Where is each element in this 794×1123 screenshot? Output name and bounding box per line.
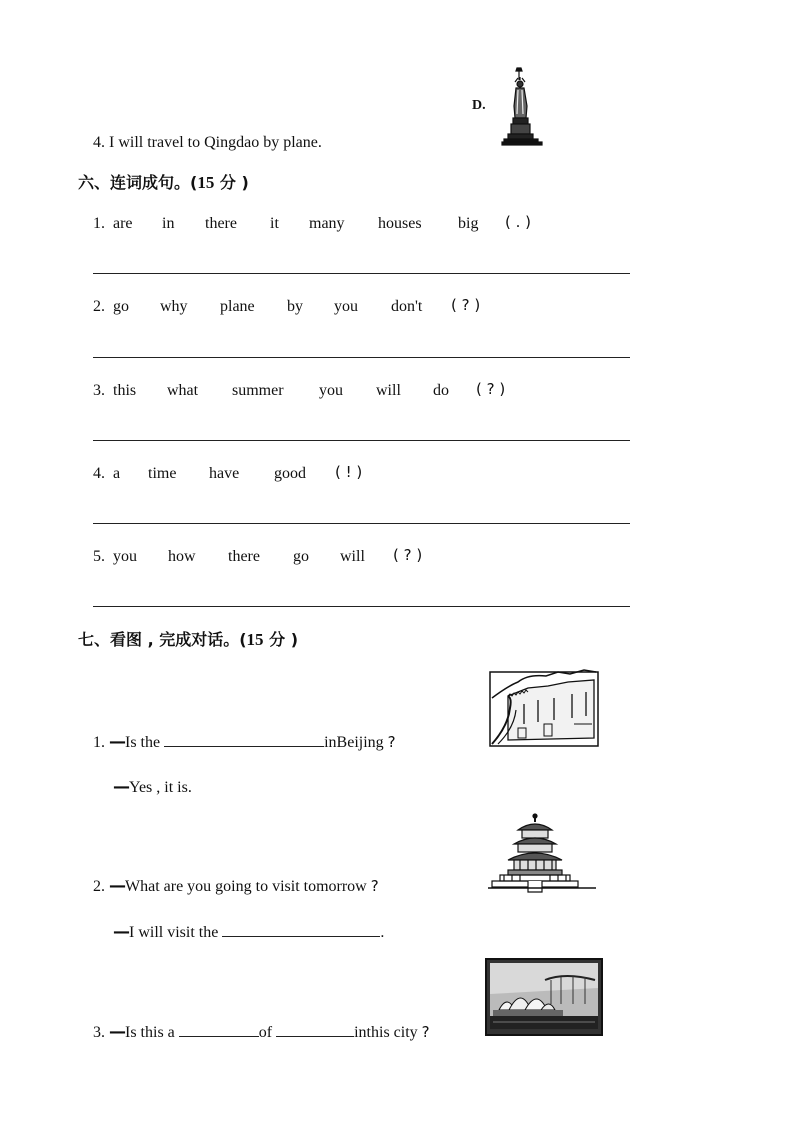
- dash: —: [113, 777, 129, 797]
- question-mark: ?: [387, 733, 396, 751]
- answer-line[interactable]: [93, 273, 630, 274]
- section-7-points: 15: [246, 630, 264, 649]
- section-6-points: 15: [197, 173, 215, 192]
- word: houses: [378, 215, 422, 232]
- dialogue-text: What are you going to visit tomorrow: [125, 878, 367, 895]
- great-wall-icon: [488, 668, 600, 748]
- answer-line[interactable]: [93, 523, 630, 524]
- word: why: [160, 298, 188, 315]
- word: go: [113, 298, 129, 315]
- question-number: 3.: [93, 382, 105, 399]
- word: there: [205, 215, 237, 232]
- word: have: [209, 465, 240, 482]
- question-number: 5.: [93, 548, 105, 565]
- word: will: [340, 548, 365, 565]
- word: plane: [220, 298, 255, 315]
- dash: —: [113, 922, 129, 942]
- question-number: 1.: [93, 734, 105, 751]
- word: time: [148, 465, 177, 482]
- dialogue-text: Is this a: [125, 1024, 175, 1041]
- word: you: [334, 298, 358, 315]
- word: this: [113, 382, 137, 399]
- word: by: [287, 298, 303, 315]
- dash: —: [109, 732, 125, 752]
- exercise-item-4: 4. I will travel to Qingdao by plane.: [93, 134, 322, 151]
- question-number: 3.: [93, 1024, 105, 1041]
- dialogue-question-3: [93, 1022, 430, 1042]
- question-mark: ?: [421, 1023, 430, 1041]
- fill-blank[interactable]: [179, 1022, 259, 1037]
- dialogue-text: of: [258, 1024, 273, 1041]
- end-punctuation: ( ? ): [451, 296, 481, 314]
- dash: —: [109, 876, 125, 896]
- word: in: [162, 215, 175, 232]
- fill-blank[interactable]: [164, 732, 324, 747]
- word: what: [167, 382, 199, 399]
- section-6-title: [78, 170, 249, 193]
- section-6-title-prefix: 六、连词成句。(: [78, 173, 198, 192]
- dialogue-question-1: [93, 732, 396, 752]
- dialogue-text: .: [380, 924, 385, 941]
- end-punctuation: ( ! ): [335, 463, 363, 481]
- answer-line[interactable]: [93, 606, 630, 607]
- word: do: [433, 382, 449, 399]
- question-number: 4.: [93, 465, 105, 482]
- dialogue-text: Yes , it is.: [129, 779, 192, 796]
- section-6-title-suffix: 分 ): [219, 173, 249, 192]
- dialogue-text: Is the: [125, 734, 161, 751]
- dialogue-question-2: [93, 876, 379, 896]
- word: there: [228, 548, 260, 565]
- dialogue-reply-2: [113, 922, 384, 942]
- option-d-label: D.: [472, 98, 486, 113]
- fill-blank[interactable]: [276, 1022, 354, 1037]
- word: it: [270, 215, 279, 232]
- answer-line[interactable]: [93, 440, 630, 441]
- question-mark: ?: [370, 877, 379, 895]
- word: many: [309, 215, 345, 232]
- word: go: [293, 548, 309, 565]
- dialogue-text: I will visit the: [129, 924, 219, 941]
- word: good: [274, 465, 306, 482]
- end-punctuation: ( . ): [505, 213, 532, 231]
- end-punctuation: ( ? ): [476, 380, 506, 398]
- sydney-opera-house-icon: [485, 958, 603, 1036]
- section-7-title-suffix: 分 ): [269, 630, 299, 649]
- end-punctuation: ( ? ): [393, 546, 423, 564]
- dialogue-text: inBeijing: [324, 734, 384, 751]
- fill-blank[interactable]: [222, 922, 380, 937]
- section-7-title: [78, 627, 298, 650]
- dash: —: [109, 1022, 125, 1042]
- word: you: [113, 548, 137, 565]
- word: will: [376, 382, 401, 399]
- word: a: [113, 465, 121, 482]
- question-number: 2.: [93, 298, 105, 315]
- word: are: [113, 215, 133, 232]
- word: don't: [391, 298, 423, 315]
- question-number: 1.: [93, 215, 105, 232]
- word: big: [458, 215, 479, 232]
- question-number: 2.: [93, 878, 105, 895]
- statue-of-liberty-icon: [500, 66, 544, 148]
- word: you: [319, 382, 343, 399]
- temple-of-heaven-icon: [486, 812, 598, 894]
- word: summer: [232, 382, 284, 399]
- section-7-title-prefix: 七、看图 , 完成对话。(: [78, 630, 247, 649]
- dialogue-reply-1: [113, 777, 192, 797]
- answer-line[interactable]: [93, 357, 630, 358]
- dialogue-text: inthis city: [354, 1024, 418, 1041]
- word: how: [168, 548, 196, 565]
